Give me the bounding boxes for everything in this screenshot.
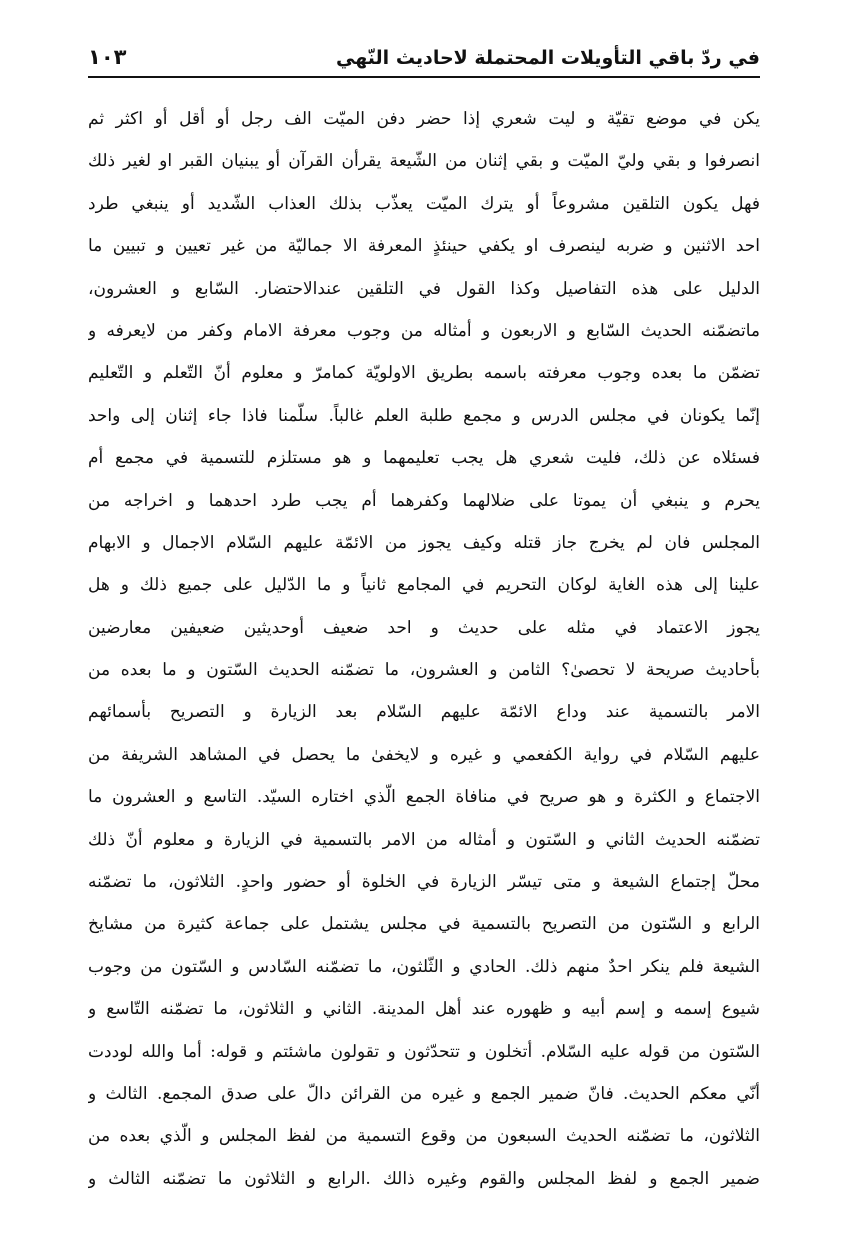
text-line: الرابع و السّتون من التصريح بالتسمية في مجلس يشتمل على جماعة كثيرة من مشايخ bbox=[88, 914, 760, 935]
text-line: الامر بالتسمية عند وداع الائمّة عليهم السّلام بعد الزيارة و التصريح بأسمائهم bbox=[88, 702, 760, 723]
text-line: علينا إلى هذه الغاية لوكان التحريم في المجامع ثانياً و ما الدّليل على جميع ذلك و هل bbox=[88, 575, 760, 596]
text-line: يحرم و ينبغي أن يموتا على ضلالهما وكفرهما أم يجب طرد احدهما و اخراجه من bbox=[88, 490, 760, 511]
text-line: الاجتماع و الكثرة و هو صريح في منافاة الجمع الّذي اختاره السيّد. التاسع و العشرون ما bbox=[88, 787, 760, 808]
running-header bbox=[88, 36, 760, 78]
text-line: انصرفوا و بقي وليّ الميّت و بقي إثنان من الشّيعة يقرأن القرآن أو يبنيان القبر او لغير ذلك bbox=[88, 151, 760, 172]
text-line: تضمّنه الحديث الثاني و السّتون و أمثاله من الامر بالتسمية في الزيارة و معلوم أنّ ذلك bbox=[88, 829, 760, 850]
page-number: ١٠٣ bbox=[88, 45, 127, 69]
text-line: تضمّن ما بعده وجوب معرفته باسمه بطريق الاولويّة كمامرّ و معلوم أنّ التّعلم و التّعليم bbox=[88, 363, 760, 384]
text-line: الدليل على هذه التفاصيل وكذا القول في التلقين عندالاحتضار. السّابع و العشرون، bbox=[88, 278, 760, 299]
text-line: يجوز الاعتماد في مثله على حديث و احد ضعيف أوحديثين ضعيفين معارضين bbox=[88, 617, 760, 638]
text-line: احد الاثنين و ضربه لينصرف او يكفي حينئذٍ المعرفة الا جماليّة من غير تعيين و تبيين ما bbox=[88, 236, 760, 257]
text-line: ماتضمّنه الحديث السّابع و الاربعون و أمثاله من وجوب معرفة الامام وكفر من لايعرفه و bbox=[88, 320, 760, 341]
text-line: الشيعة فلم ينكر احدٌ منهم ذلك. الحادي و الثّلثون، ما تضمّنه السّادس و السّتون من وجوب bbox=[88, 956, 760, 977]
body-text bbox=[88, 98, 760, 1200]
text-line: السّتون من قوله عليه السّلام. أتخلون و تتحدّثون و تقولون ماشئتم و قوله: أما والله لوددت bbox=[88, 1041, 760, 1062]
text-line: فهل يكون التلقين مشروعاً أو يترك الميّت يعذّب بذلك العذاب الشّديد أو ينبغي طرد bbox=[88, 193, 760, 214]
text-line: ضمير الجمع و لفظ المجلس والقوم وغيره ذالك .الرابع و الثلاثون ما تضمّنه الثالث و bbox=[88, 1168, 760, 1189]
text-line: أنّي معكم الحديث. فانّ ضمير الجمع و غيره من القرائن دالّ على صدق المجمع. الثالث و bbox=[88, 1083, 760, 1104]
header-title: في ردّ باقي التأويلات المحتملة لاحاديث النّهي bbox=[336, 47, 760, 69]
text-line: بأحاديث صريحة لا تحصىٰ؟ الثامن و العشرون، ما تضمّنه الحديث السّتون و ما بعده من bbox=[88, 660, 760, 681]
text-line: عليهم السّلام في رواية الكفعمي و غيره و لايخفىٰ ما يحصل في المشاهد الشريفة من bbox=[88, 744, 760, 765]
text-line: محلّ إجتماع الشيعة و متى تيسّر الزيارة في الخلوة أو حضور واحدٍ. الثلاثون، ما تضمّنه bbox=[88, 872, 760, 893]
text-line: المجلس فان لم يخرج جاز قتله وكيف يجوز من الائمّة عليهم السّلام الاجمال و الابهام bbox=[88, 532, 760, 553]
text-line: الثلاثون، ما تضمّنه الحديث السبعون من وقوع التسمية من لفظ المجلس و الّذي بعده من bbox=[88, 1126, 760, 1147]
text-line: شيوع إسمه و إسم أبيه و ظهوره عند أهل المدينة. الثاني و الثلاثون، ما تضمّنه التّاسع و bbox=[88, 999, 760, 1020]
text-line: فسئلاه عن ذلك، فليت شعري هل يجب تعليمهما و هو مستلزم للتسمية في مجمع أم bbox=[88, 448, 760, 469]
text-line: إنّما يكونان في مجلس الدرس و مجمع طلبة العلم غالباً. سلّمنا فاذا جاء إثنان إلى واحد bbox=[88, 405, 760, 426]
text-line: يكن في موضع تقيّة و ليت شعري إذا حضر دفن الميّت الف رجل أو أقل أو اكثر ثم bbox=[88, 109, 760, 129]
